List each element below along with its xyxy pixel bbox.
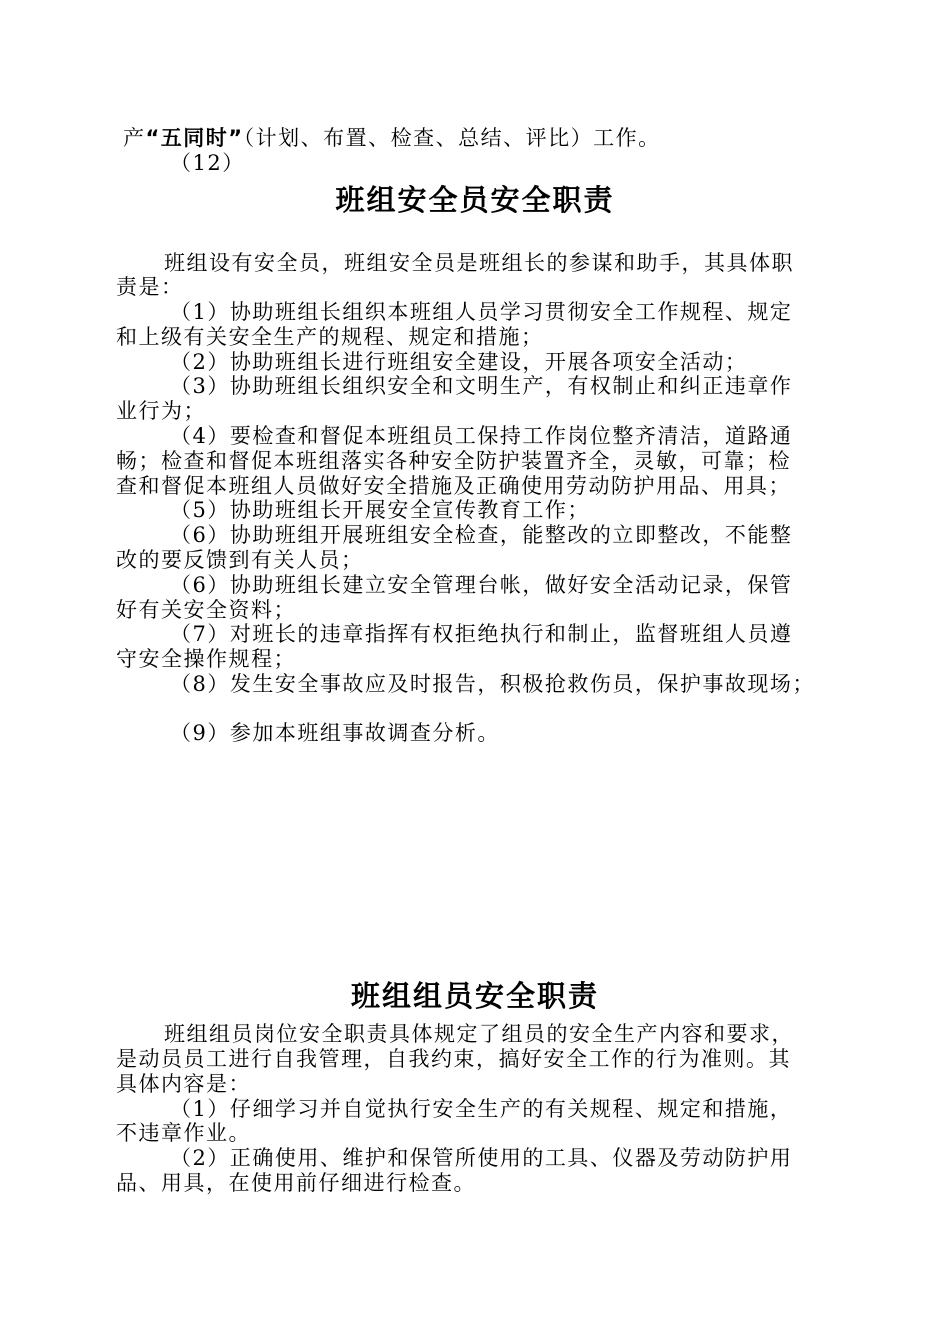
section1-line: 守安全操作规程； [116,647,296,671]
section1-line: （3）协助班组长组织安全和文明生产，有权制止和纠正违章作 [170,374,793,398]
text-suffix: （计划、布置、检查、总结、评比）工作。 [243,126,661,150]
section1-line: （2）协助班组长进行班组安全建设，开展各项安全活动； [170,350,748,374]
section2-line: 是动员员工进行自我管理，自我约束，搞好安全工作的行为准则。其 [116,1047,791,1071]
section1-line: 责是： [116,275,184,299]
section1-line: 业行为； [116,399,206,423]
section1-title: 班组安全员安全职责 [335,183,615,217]
section1-line: 班组设有安全员，班组安全员是班组长的参谋和助手，其具体职 [164,251,794,275]
section2-line: （1）仔细学习并自觉执行安全生产的有关规程、规定和措施， [170,1097,793,1121]
section1-line: （1）协助班组长组织本班组人员学习贯彻安全工作规程、规定 [170,300,793,324]
section2-title: 班组组员安全职责 [350,979,599,1013]
section2-line: 品、用具，在使用前仔细进行检查。 [116,1171,476,1195]
section2-line: （2）正确使用、维护和保管所使用的工具、仪器及劳动防护用 [170,1146,793,1170]
section2-line: 不违章作业。 [116,1121,251,1145]
section2-line: 具体内容是： [116,1072,251,1096]
five-simultaneous-term: “五同时” [145,126,244,150]
text-prefix: 产 [123,126,146,150]
section1-line: （8）发生安全事故应及时报告，积极抢救伤员，保护事故现场； [170,672,815,696]
section1-line: （9）参加本班组事故调查分析。 [170,721,500,745]
section1-line: （7）对班长的违章指挥有权拒绝执行和制止，监督班组人员遵 [170,622,793,646]
section1-line: 畅；检查和督促本班组落实各种安全防护装置齐全，灵敏，可靠；检 [116,449,791,473]
section1-line: 改的要反馈到有关人员； [116,548,364,572]
section2-line: 班组组员岗位安全职责具体规定了组员的安全生产内容和要求， [164,1022,794,1046]
section1-line: （6）协助班组开展班组安全检查，能整改的立即整改，不能整 [170,523,793,547]
section1-line: （6）协助班组长建立安全管理台帐，做好安全活动记录，保管 [170,573,793,597]
section1-line: （4）要检查和督促本班组员工保持工作岗位整齐清洁，道路通 [170,424,793,448]
continuation-line [123,126,839,150]
section1-line: 查和督促本班组人员做好安全措施及正确使用劳动防护用品、用具； [116,474,791,498]
item-number: （12） [170,151,245,175]
section1-line: （5）协助班组长开展安全宣传教育工作； [170,498,590,522]
section1-line: 和上级有关安全生产的规程、规定和措施； [116,325,544,349]
section1-line: 好有关安全资料； [116,598,296,622]
